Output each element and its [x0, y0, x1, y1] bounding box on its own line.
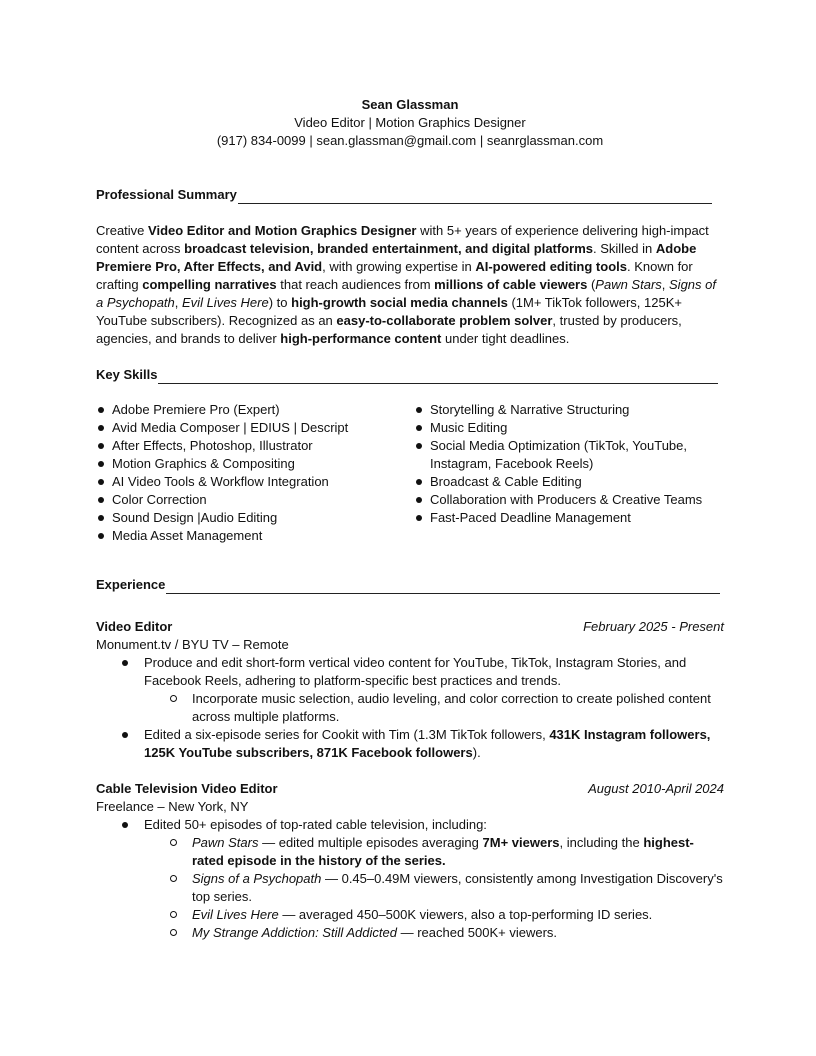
text-run: . Skilled in — [593, 241, 656, 256]
bold-text: 431K Instagram followers, 125K YouTube subscribers, 871K Facebook followers — [144, 727, 711, 760]
summary-heading: Professional Summary — [96, 187, 237, 202]
job-header — [96, 780, 724, 798]
job-bullet — [144, 816, 724, 942]
skills-columns — [96, 401, 724, 545]
text-run: Creative — [96, 223, 149, 238]
bold-text: high-performance content — [280, 331, 442, 346]
text-run: (1M+ TikTok followers, 125K+ YouTube subscribers). Recognized as an — [96, 295, 682, 328]
italic-text: Evil Lives Here — [182, 295, 269, 310]
contact-line: (917) 834-0099 | sean.glassman@gmail.com | seanrglassman.com — [216, 133, 604, 148]
skill-item: Social Media Optimization (TikTok, YouTube, Instagram, Facebook Reels) — [414, 437, 714, 473]
bold-text: broadcast television, branded entertainment, and digital platforms — [184, 241, 594, 256]
text-run: , including the — [559, 835, 644, 850]
text-run: Edited a six-episode series for Cookit with Tim (1.3M TikTok followers, — [144, 727, 550, 742]
skill-item: Fast-Paced Deadline Management — [414, 509, 714, 527]
bold-text: 7M+ viewers — [482, 835, 560, 850]
section-heading-experience — [96, 576, 724, 594]
job-sub-bullet — [192, 906, 724, 924]
heading-rule — [238, 190, 712, 204]
skill-item: Color Correction — [96, 491, 414, 509]
skill-item: After Effects, Photoshop, Illustrator — [96, 437, 414, 455]
skill-item: Broadcast & Cable Editing — [414, 473, 714, 491]
job-bullet — [144, 654, 724, 726]
job-bullets — [96, 654, 724, 762]
section-heading-skills — [96, 366, 724, 384]
italic-text: My Strange Addiction: Still Addicted — [192, 925, 397, 940]
job-sub-bullets — [144, 834, 724, 942]
heading-rule — [158, 370, 718, 384]
text-run: that reach audiences from — [276, 277, 435, 292]
bold-text: millions of cable viewers — [434, 277, 588, 292]
text-run: . Known for crafting — [96, 259, 693, 292]
skills-list-right — [414, 401, 714, 545]
text-run: Produce and edit short-form vertical video content for YouTube, TikTok, Instagram Stories, and Facebook Reels, adhering to platform-specific best practices and trends. — [144, 655, 687, 688]
resume-header — [96, 96, 724, 150]
text-run: — edited multiple episodes averaging — [258, 835, 483, 850]
text-run: , with growing expertise in — [322, 259, 476, 274]
job-title: Cable Television Video Editor — [96, 781, 278, 796]
experience-list — [96, 618, 724, 942]
job-entry — [96, 618, 724, 762]
skill-item: Music Editing — [414, 419, 714, 437]
bold-text: compelling narratives — [142, 277, 277, 292]
bold-text: Adobe Premiere Pro, After Effects, and Avid — [96, 241, 697, 274]
bold-text: highest-rated episode in the history of the series. — [192, 835, 694, 868]
job-dates: February 2025 - Present — [583, 619, 724, 634]
job-company: Monument.tv / BYU TV – Remote — [96, 637, 289, 652]
text-run: — averaged 450–500K viewers, also a top-performing ID series. — [278, 907, 653, 922]
job-sub-bullet — [192, 924, 724, 942]
italic-text: Signs of a Psychopath — [192, 871, 322, 886]
resume-page — [96, 96, 724, 942]
italic-text: Pawn Stars — [192, 835, 259, 850]
italic-text: Pawn Stars — [595, 277, 662, 292]
skill-item: Collaboration with Producers & Creative Teams — [414, 491, 714, 509]
job-sub-bullets — [144, 690, 724, 726]
text-run: ( — [587, 277, 596, 292]
job-sub-bullet — [192, 870, 724, 906]
bold-text: Video Editor and Motion Graphics Designer — [148, 223, 417, 238]
text-run: , — [174, 295, 183, 310]
text-run: with 5+ years of experience delivering high-impact content across — [96, 223, 709, 256]
text-run: — reached 500K+ viewers. — [396, 925, 558, 940]
text-run: ). — [472, 745, 481, 760]
candidate-name: Sean Glassman — [361, 97, 459, 112]
job-company: Freelance – New York, NY — [96, 799, 249, 814]
job-bullet — [144, 726, 724, 762]
section-heading-summary — [96, 186, 724, 204]
job-header — [96, 618, 724, 636]
candidate-title: Video Editor | Motion Graphics Designer — [294, 115, 526, 130]
skill-item: Sound Design |Audio Editing — [96, 509, 414, 527]
job-bullets — [96, 816, 724, 942]
skill-item: Adobe Premiere Pro (Expert) — [96, 401, 414, 419]
text-run: , trusted by producers, agencies, and brands to deliver — [96, 313, 682, 346]
job-entry — [96, 780, 724, 942]
text-run: ) to — [268, 295, 292, 310]
italic-text: Signs of a Psychopath — [96, 277, 716, 310]
skill-item: Motion Graphics & Compositing — [96, 455, 414, 473]
summary-paragraph — [96, 222, 724, 348]
skills-heading: Key Skills — [96, 367, 158, 382]
skills-list-left — [96, 401, 414, 545]
job-dates: August 2010-April 2024 — [588, 781, 724, 796]
experience-heading: Experience — [96, 577, 166, 592]
text-run: Edited 50+ episodes of top-rated cable television, including: — [144, 817, 487, 832]
bold-text: easy-to-collaborate problem solver — [336, 313, 553, 328]
text-run: Incorporate music selection, audio leveling, and color correction to create polished content across multiple platforms. — [192, 691, 711, 724]
bold-text: AI-powered editing tools — [475, 259, 627, 274]
skill-item: Avid Media Composer | EDIUS | Descript — [96, 419, 414, 437]
text-run: under tight deadlines. — [441, 331, 570, 346]
skill-item: Storytelling & Narrative Structuring — [414, 401, 714, 419]
italic-text: Evil Lives Here — [192, 907, 279, 922]
text-run: , — [661, 277, 670, 292]
heading-rule — [166, 580, 720, 594]
text-run: — 0.45–0.49M viewers, consistently among Investigation Discovery's top series. — [192, 871, 723, 904]
skill-item: Media Asset Management — [96, 527, 414, 545]
job-sub-bullet — [192, 690, 724, 726]
bold-text: high-growth social media channels — [291, 295, 508, 310]
job-title: Video Editor — [96, 619, 173, 634]
skill-item: AI Video Tools & Workflow Integration — [96, 473, 414, 491]
job-sub-bullet — [192, 834, 724, 870]
